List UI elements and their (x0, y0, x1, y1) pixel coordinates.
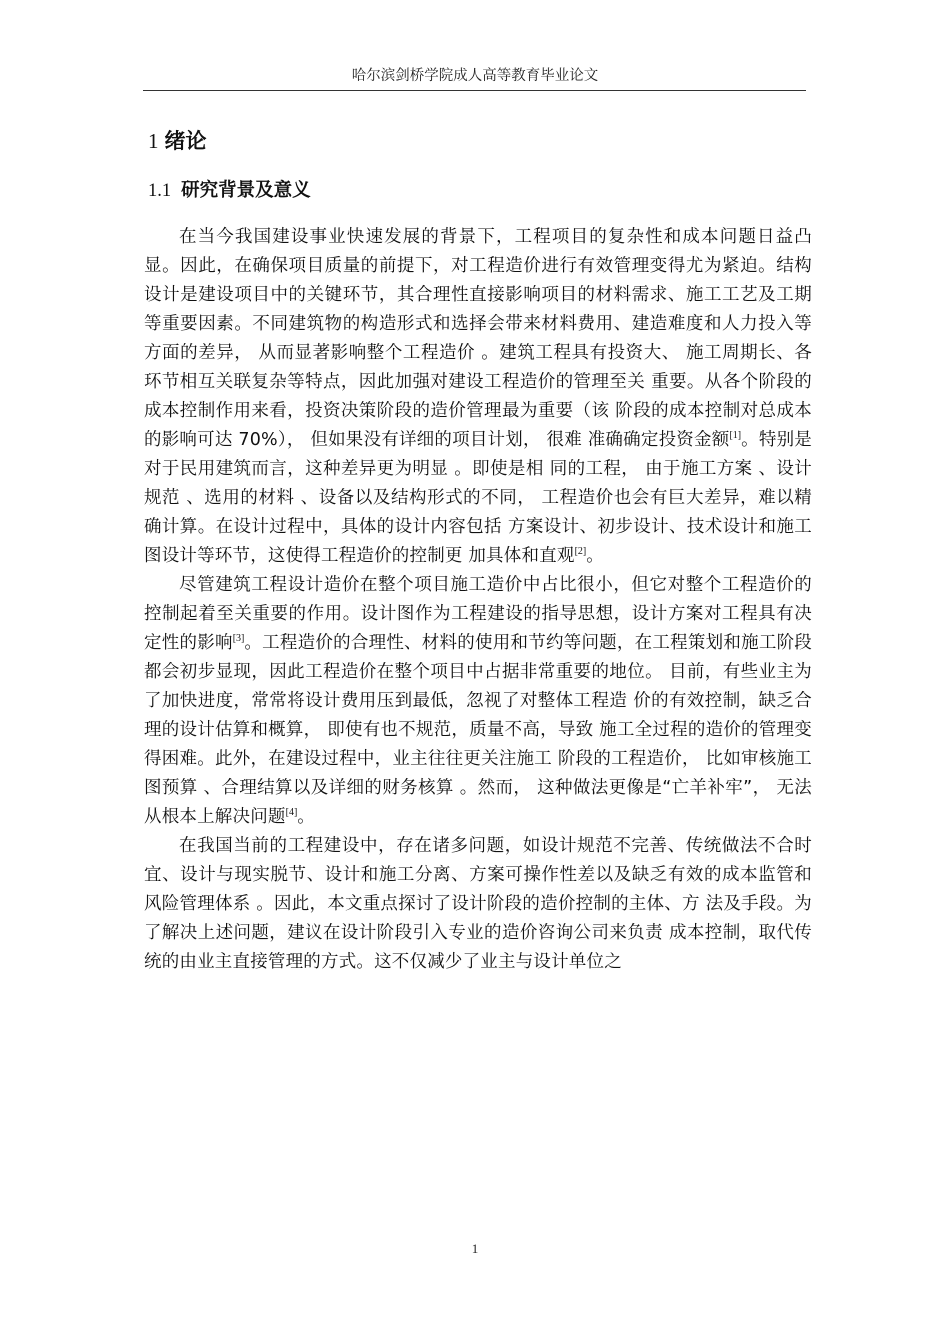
paragraph-1 (144, 223, 812, 571)
citation-2: [2] (574, 546, 587, 557)
page-header: 哈尔滨剑桥学院成人高等教育毕业论文 (351, 68, 599, 84)
body-text (144, 223, 812, 977)
citation-3: [3] (232, 633, 245, 644)
header-divider (143, 90, 806, 91)
paragraph-text: 。 (297, 807, 315, 827)
citation-1: [1] (729, 430, 742, 441)
citation-4: [4] (285, 807, 298, 818)
chapter-heading (148, 126, 207, 156)
paragraph-text: 。工程造价的合理性、材料的使用和节约等问题，在工程策划和施工阶段都会初步显现，因此工程造价在整个项目中占据非常重要的地位。 目前，有些业主为了加快进度，常常将设计费用压到最低，忽视了对整体工程造 价的有效控制，缺乏合理的设计估算和概算， 即使有也不规范，质量不高，导致 施工全过程的造价的管理变得困难。此外，在建设过程中，业主往往更关注施工 阶段的工程造价， 比如审核施工图预算 、合理结算以及详细的财务核算 。然而， 这种做法更像是“亡羊补牢”， 无法从根本上解决问题 (144, 633, 813, 827)
paragraph-text: 。 (586, 546, 604, 566)
paragraph-text: 。特别是对于民用建筑而言，这种差异更为明显 。即使是相 同的工程， 由于施工方案 、设计规范 、选用的材料 、设备以及结构形式的不同， 工程造价也会有巨大差异，难以精确计算。在设计过程中，具体的设计内容包括 方案设计、初步设计、技术设计和施工图设计等环节，这使得工程造价的控制更 加具体和直观 (144, 430, 812, 566)
page-number: 1 (471, 1241, 479, 1256)
chapter-title-text: 绪论 (164, 129, 207, 153)
paragraph-text: 在我国当前的工程建设中，存在诸多问题，如设计规范不完善、传统做法不合时宜、设计与现实脱节、设计和施工分离、方案可操作性差以及缺乏有效的成本监管和风险管理体系 。因此，本文重点探讨了设计阶段的造价控制的主体、方 法及手段。为了解决上述问题，建议在设计阶段引入专业的造价咨询公司来负责 成本控制，取代传统的由业主直接管理的方式。这不仅减少了业主与设计单位之 (144, 836, 812, 972)
paragraph-3 (144, 832, 812, 977)
chapter-number: 1 (148, 129, 159, 153)
paragraph-2 (144, 571, 812, 832)
paragraph-text: 在当今我国建设事业快速发展的背景下，工程项目的复杂性和成本问题日益凸显。因此，在确保项目质量的前提下，对工程造价进行有效管理变得尤为紧迫。结构设计是建设项目中的关键环节，其合理性直接影响项目的材料需求、施工工艺及工期等重要因素。不同建筑物的构造形式和选择会带来材料费用、建造难度和人力投入等方面的差异， 从而显著影响整个工程造价 。建筑工程具有投资大、 施工周期长、各环节相互关联复杂等特点，因此加强对建设工程造价的管理至关 重要。从各个阶段的成本控制作用来看，投资决策阶段的造价管理最为重要（该 阶段的成本控制对总成本的影响可达 70%）， 但如果没有详细的项目计划， 很难 准确确定投资金额 (144, 227, 812, 450)
section-heading (148, 177, 311, 205)
section-title-text: 研究背景及意义 (181, 180, 311, 201)
section-number: 1.1 (148, 181, 172, 201)
paragraph-text: 尽管建筑工程设计造价在整个项目施工造价中占比很小，但它对整个工程造价的控制起着至关重要的作用。设计图作为工程建设的指导思想，设计方案对工程具有决定性的影响 (144, 575, 812, 653)
